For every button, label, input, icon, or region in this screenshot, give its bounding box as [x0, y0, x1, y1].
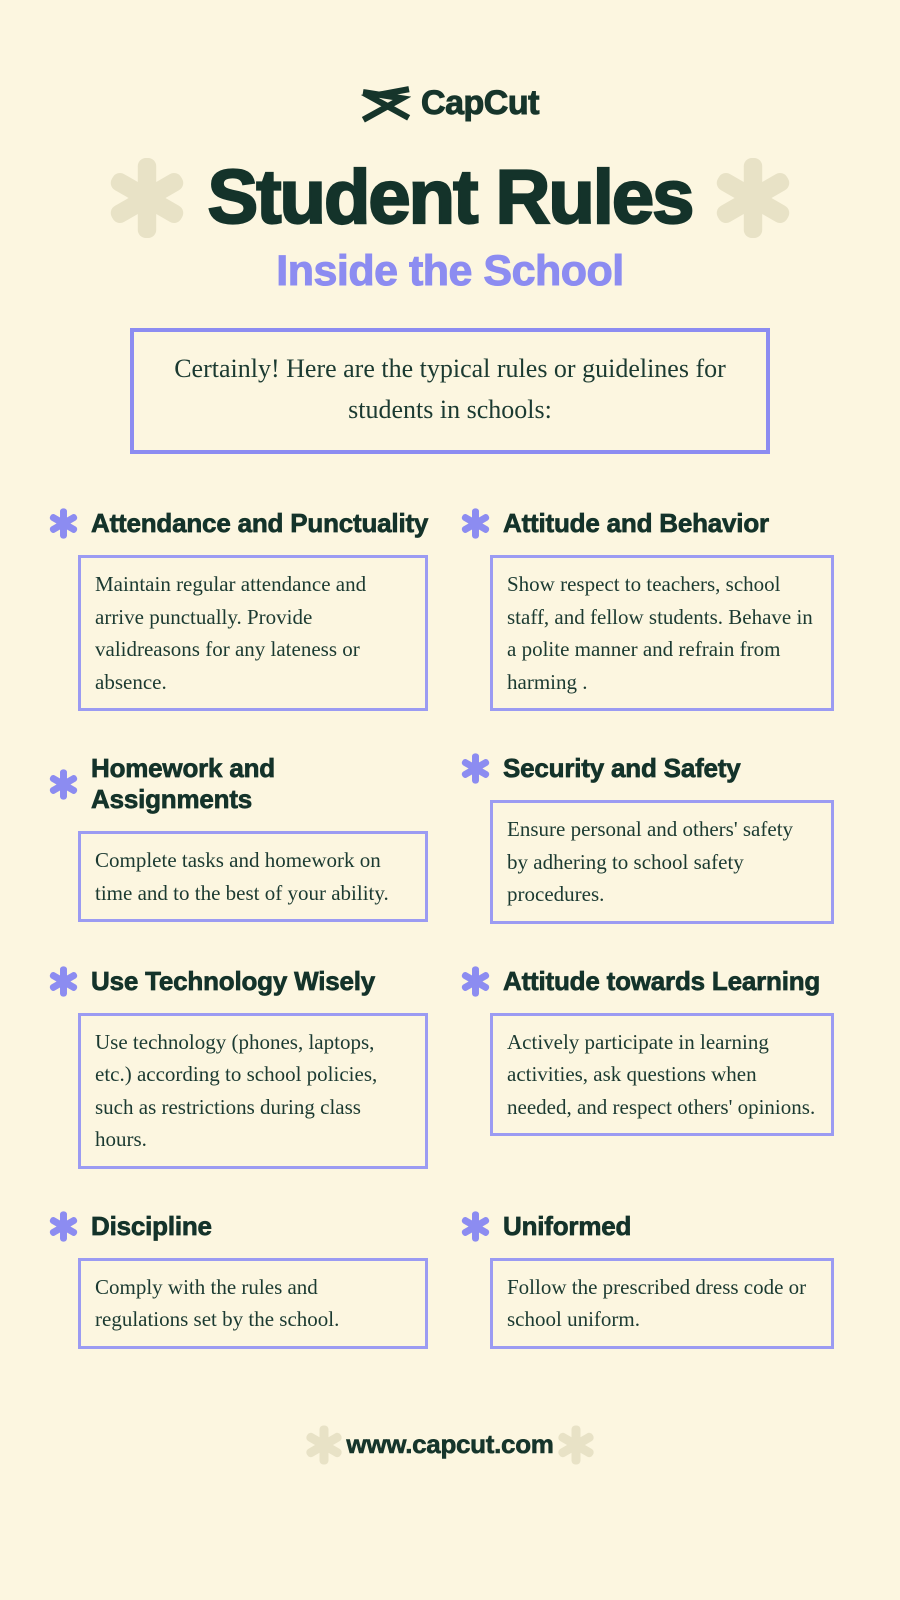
asterisk-icon: [712, 157, 794, 239]
section-heading-row: [460, 1211, 838, 1242]
page-title: Student Rules: [207, 155, 693, 240]
intro-box: [130, 328, 770, 454]
section-heading-row: [48, 508, 432, 539]
asterisk-icon: [48, 1211, 79, 1242]
section-title: Attitude towards Learning: [503, 965, 821, 996]
section-title: Homework and Assignments: [91, 753, 275, 814]
section-security-safety: [460, 753, 838, 924]
section-heading-row: [460, 966, 838, 997]
section-heading-row: [48, 753, 432, 815]
section-discipline: [48, 1211, 432, 1349]
section-attitude-behavior: [460, 508, 838, 711]
section-title: Attitude and Behavior: [503, 508, 769, 538]
section-title: Security and Safety: [503, 753, 741, 783]
asterisk-icon: [48, 769, 79, 800]
asterisk-icon: [460, 1211, 491, 1242]
rule-text: Actively participate in learning activities, ask questions when needed, and respect others' opinions.: [507, 1029, 816, 1119]
asterisk-icon: [106, 157, 188, 239]
section-homework-assignments: [48, 753, 432, 924]
title-row: [0, 155, 900, 241]
rule-text: Use technology (phones, laptops, etc.) according to school policies, such as restrictions during class hours.: [95, 1029, 378, 1151]
rule-box: [490, 800, 834, 924]
rule-box: [490, 1013, 834, 1137]
rule-text: Follow the prescribed dress code or school uniform.: [507, 1274, 807, 1331]
section-attitude-learning: [460, 966, 838, 1169]
section-title: Attendance and Punctuality: [91, 508, 429, 538]
section-title: Uniformed: [503, 1210, 632, 1241]
rules-grid: [0, 508, 900, 1391]
intro-text: Certainly! Here are the typical rules or guidelines for students in schools:: [174, 354, 726, 424]
footer-url: www.capcut.com: [346, 1429, 554, 1459]
asterisk-icon: [460, 753, 491, 784]
asterisk-icon: [460, 966, 491, 997]
section-heading-row: [48, 1211, 432, 1242]
footer: [0, 1425, 900, 1465]
asterisk-icon: [460, 508, 491, 539]
section-attendance-punctuality: [48, 508, 432, 711]
section-title: Discipline: [91, 1210, 212, 1241]
rule-text: Comply with the rules and regulations set by the school.: [95, 1274, 340, 1331]
section-title: Use Technology Wisely: [91, 965, 376, 996]
rule-box: [78, 555, 428, 711]
section-uniformed: [460, 1211, 838, 1349]
asterisk-icon: [48, 966, 79, 997]
capcut-logo-icon: [361, 85, 411, 123]
rule-text: Complete tasks and homework on time and to the best of your ability.: [95, 848, 389, 905]
rule-text: Maintain regular attendance and arrive punctually. Provide validreasons for any lateness or absence.: [95, 572, 367, 694]
page-subtitle: Inside the School: [276, 247, 624, 295]
section-heading-row: [48, 966, 432, 997]
section-use-technology-wisely: [48, 966, 432, 1169]
asterisk-icon: [48, 508, 79, 539]
section-heading-row: [460, 508, 838, 539]
rule-box: [78, 1258, 428, 1349]
rule-box: [78, 831, 428, 922]
capcut-logo: [0, 0, 900, 123]
rule-box: [78, 1013, 428, 1169]
rule-text: Ensure personal and others' safety by adhering to school safety procedures.: [507, 817, 794, 906]
rule-box: [490, 1258, 834, 1349]
capcut-logo-text: CapCut: [421, 84, 539, 122]
rule-box: [490, 555, 834, 711]
rule-text: Show respect to teachers, school staff, and fellow students. Behave in a polite manner and refrain from harming .: [507, 572, 813, 694]
section-heading-row: [460, 753, 838, 784]
